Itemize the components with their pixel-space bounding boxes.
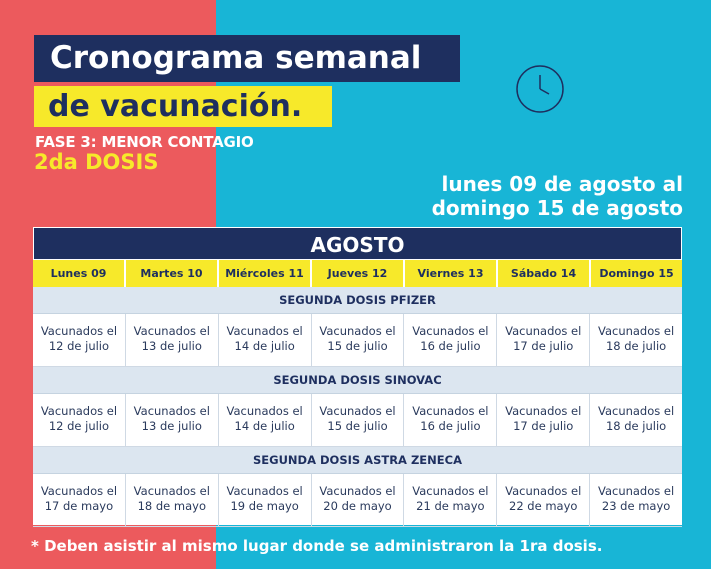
cell-line: 14 de julio (234, 419, 295, 433)
schedule-cell (404, 314, 497, 367)
schedule-cell (33, 474, 126, 527)
cell-line: Vacunados el (505, 484, 582, 498)
day-header: Jueves 12 (312, 260, 405, 287)
section-title: SEGUNDA DOSIS PFIZER (33, 287, 682, 314)
title-line-1: Cronograma semanal (34, 35, 460, 82)
schedule-table (33, 227, 682, 525)
cell-line: 17 de julio (513, 419, 574, 433)
schedule-cell (497, 314, 590, 367)
schedule-cell (219, 394, 312, 447)
day-header: Lunes 09 (33, 260, 126, 287)
cell-line: Vacunados el (319, 404, 396, 418)
cell-line: Vacunados el (226, 404, 303, 418)
cell-line: 13 de julio (141, 339, 202, 353)
cell-line: Vacunados el (505, 404, 582, 418)
cell-line: Vacunados el (40, 324, 118, 338)
dose-label: 2da DOSIS (34, 150, 159, 174)
clock-icon (514, 63, 566, 115)
cell-line: Vacunados el (40, 484, 118, 498)
day-header: Sábado 14 (498, 260, 591, 287)
schedule-cell (497, 474, 590, 527)
cell-line: 22 de mayo (509, 499, 578, 513)
schedule-cell (497, 394, 590, 447)
schedule-cell (404, 474, 497, 527)
date-range (432, 172, 683, 220)
table-row (33, 474, 682, 527)
schedule-cell (126, 394, 219, 447)
schedule-cell (219, 314, 312, 367)
days-row (33, 260, 682, 287)
day-header: Viernes 13 (405, 260, 498, 287)
cell-line: 14 de julio (234, 339, 295, 353)
cell-line: Vacunados el (597, 404, 675, 418)
phase-label: FASE 3: MENOR CONTAGIO (35, 133, 254, 151)
cell-line: Vacunados el (412, 484, 489, 498)
cell-line: Vacunados el (40, 404, 118, 418)
cell-line: 18 de julio (605, 419, 667, 433)
day-header: Domingo 15 (591, 260, 682, 287)
cell-line: 17 de mayo (44, 499, 114, 513)
cell-line: 18 de mayo (137, 499, 206, 513)
day-header: Martes 10 (126, 260, 219, 287)
cell-line: Vacunados el (319, 484, 396, 498)
table-row (33, 314, 682, 367)
date-range-line-1: lunes 09 de agosto al (441, 172, 683, 196)
schedule-cell (33, 394, 126, 447)
table-row (33, 394, 682, 447)
cell-line: 16 de julio (420, 339, 481, 353)
cell-line: Vacunados el (597, 484, 675, 498)
month-header: AGOSTO (33, 227, 682, 260)
cell-line: 12 de julio (48, 419, 110, 433)
cell-line: 15 de julio (327, 339, 388, 353)
cell-line: Vacunados el (133, 404, 210, 418)
schedule-cell (590, 394, 682, 447)
cell-line: 15 de julio (327, 419, 388, 433)
cell-line: Vacunados el (226, 324, 303, 338)
schedule-cell (126, 474, 219, 527)
schedule-cell (590, 314, 682, 367)
cell-line: Vacunados el (412, 324, 489, 338)
title-line-2: de vacunación. (34, 86, 332, 127)
cell-line: 21 de mayo (416, 499, 485, 513)
cell-line: Vacunados el (412, 404, 489, 418)
day-header: Miércoles 11 (219, 260, 312, 287)
section-title: SEGUNDA DOSIS ASTRA ZENECA (33, 447, 682, 474)
cell-line: 19 de mayo (230, 499, 299, 513)
cell-line: 20 de mayo (323, 499, 392, 513)
cell-line: Vacunados el (597, 324, 675, 338)
schedule-cell (126, 314, 219, 367)
section-title: SEGUNDA DOSIS SINOVAC (33, 367, 682, 394)
schedule-cell (590, 474, 682, 527)
cell-line: 23 de mayo (601, 499, 671, 513)
cell-line: Vacunados el (319, 324, 396, 338)
date-range-line-2: domingo 15 de agosto (431, 196, 683, 220)
cell-line: 12 de julio (48, 339, 110, 353)
schedule-cell (33, 314, 126, 367)
cell-line: Vacunados el (133, 484, 210, 498)
footer-note: * Deben asistir al mismo lugar donde se administraron la 1ra dosis. (31, 537, 603, 555)
cell-line: 17 de julio (513, 339, 574, 353)
cell-line: Vacunados el (505, 324, 582, 338)
cell-line: 13 de julio (141, 419, 202, 433)
schedule-cell (312, 314, 405, 367)
schedule-cell (312, 394, 405, 447)
cell-line: 18 de julio (605, 339, 667, 353)
sections (33, 287, 682, 527)
cell-line: Vacunados el (133, 324, 210, 338)
schedule-cell (312, 474, 405, 527)
schedule-cell (219, 474, 312, 527)
cell-line: 16 de julio (420, 419, 481, 433)
schedule-cell (404, 394, 497, 447)
cell-line: Vacunados el (226, 484, 303, 498)
